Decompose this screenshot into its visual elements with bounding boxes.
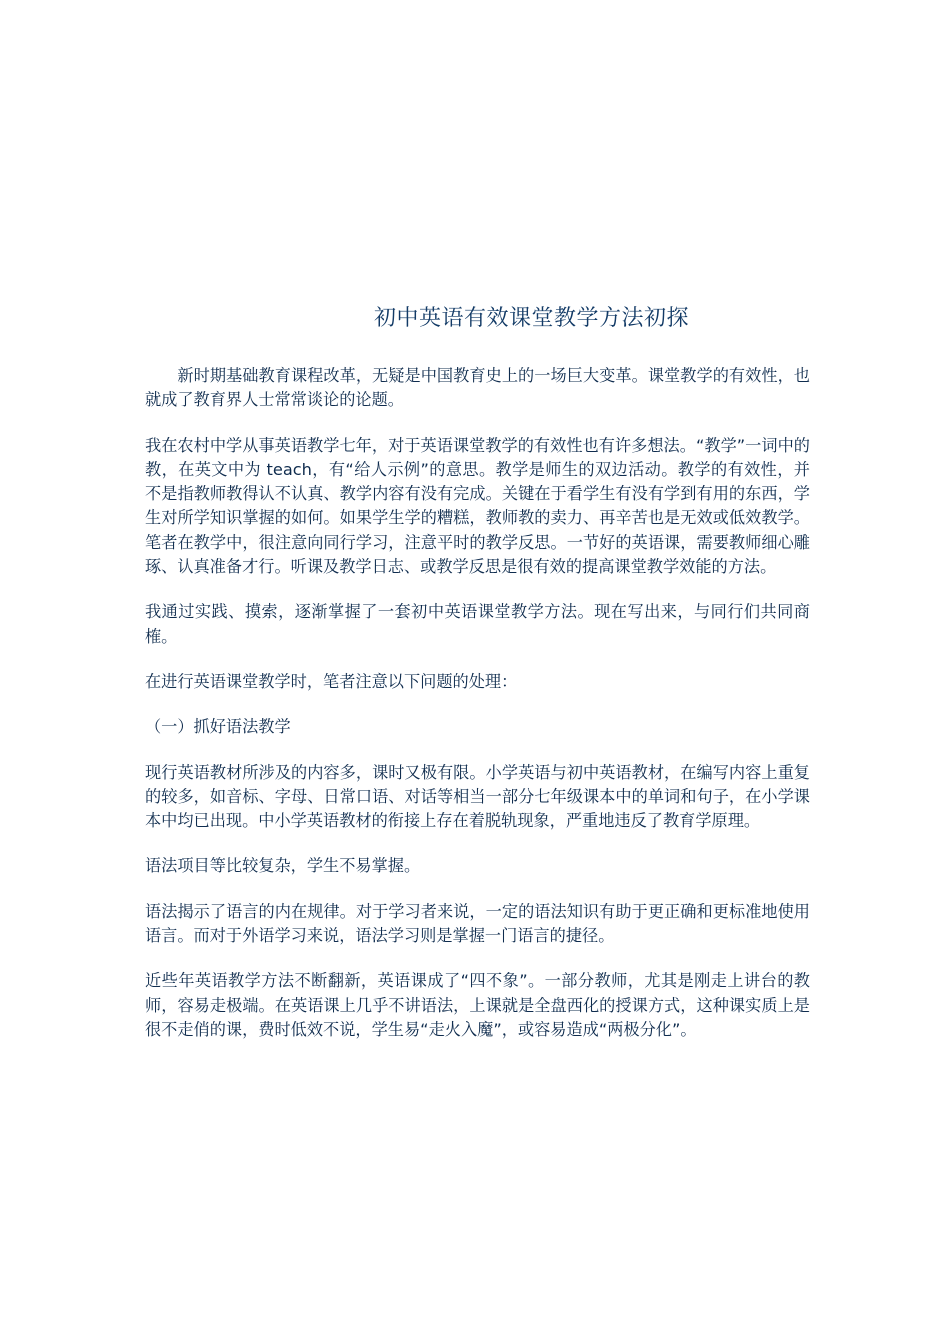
- paragraph-teaching-trends: 近些年英语教学方法不断翻新，英语课成了“四不象”。一部分教师，尤其是刚走上讲台的教师，容易走极端。在英语课上几乎不讲语法，上课就是全盘西化的授课方式，这种课实质上是很不走俏的课，费时低效不说，学生易“走火入魔”，或容易造成“两极分化”。: [145, 971, 810, 1039]
- paragraph-intro: 新时期基础教育课程改革，无疑是中国教育史上的一场巨大变革。课堂教学的有效性，也就成了教育界人士常常谈论的论题。: [145, 366, 810, 410]
- document-title: 初中英语有效课堂教学方法初探: [374, 306, 690, 331]
- paragraph-method: 我通过实践、摸索，逐渐掌握了一套初中英语课堂教学方法。现在写出来，与同行们共同商榷。: [145, 602, 810, 646]
- paragraph-experience: 我在农村中学从事英语教学七年，对于英语课堂教学的有效性也有许多想法。“教学”一词中的教，在英文中为 teach，有“给人示例”的意思。教学是师生的双边活动。教学的有效性，并不是指教师教得认不认真、教学内容有没有完成。关键在于看学生有没有学到有用的东西，学生对所学知识掌握的如何。如果学生学的糟糕，教师教的卖力、再辛苦也是无效或低效教学。笔者在教学中，很注意向同行学习，注意平时的教学反思。一节好的英语课，需要教师细心雕琢、认真准备才行。听课及教学日志、或教学反思是很有效的提高课堂教学效能的方法。: [145, 435, 810, 577]
- section-heading-grammar: （一）抓好语法教学: [145, 717, 291, 737]
- paragraph-issues-intro: 在进行英语课堂教学时，笔者注意以下问题的处理：: [145, 671, 518, 691]
- paragraph-textbook: 现行英语教材所涉及的内容多，课时又极有限。小学英语与初中英语教材，在编写内容上重复的较多，如音标、字母、日常口语、对话等相当一部分七年级课本中的单词和句子，在小学课本中均已出现。中小学英语教材的衔接上存在着脱轨现象，严重地违反了教育学原理。: [145, 762, 810, 831]
- paragraph-grammar-complex: 语法项目等比较复杂，学生不易掌握。: [145, 856, 421, 876]
- document-body: [145, 364, 810, 1063]
- paragraph-grammar-rules: 语法揭示了语言的内在规律。对于学习者来说，一定的语法知识有助于更正确和更标准地使用语言。而对于外语学习来说，语法学习则是掌握一门语言的捷径。: [145, 901, 810, 946]
